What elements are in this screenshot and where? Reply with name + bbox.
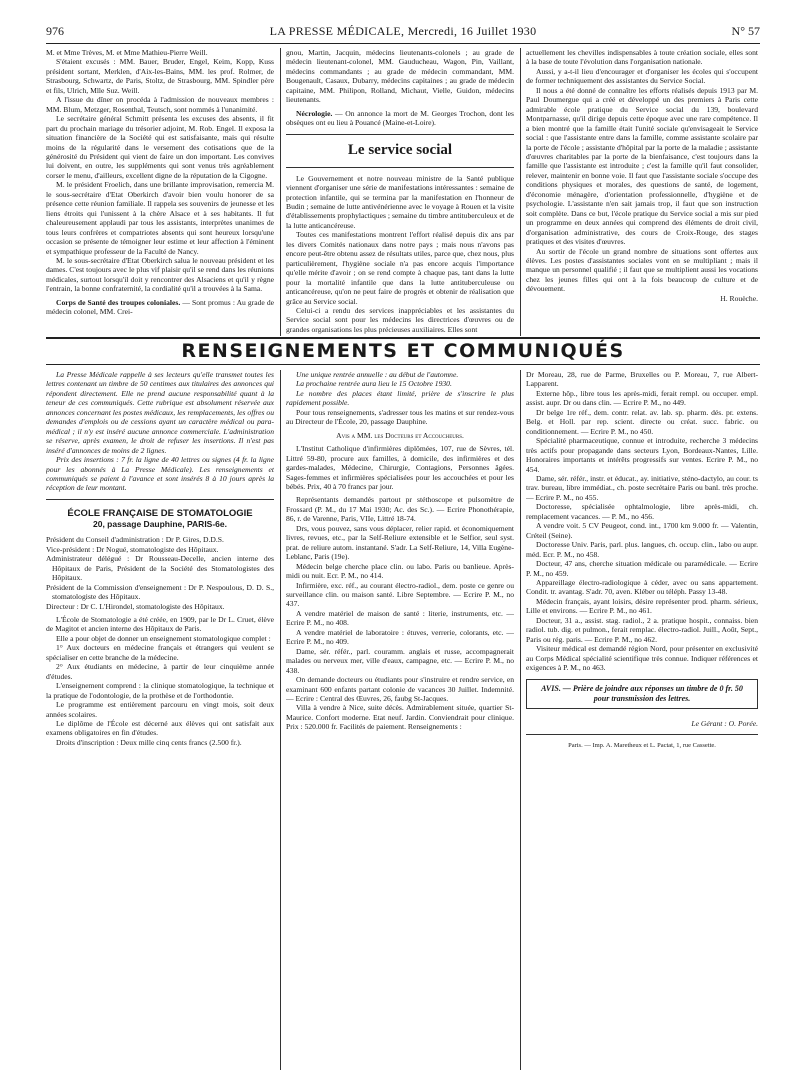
column-1 (46, 48, 274, 336)
avis-box: AVIS. — Prière de joindre aux réponses un timbre de 0 fr. 50 pour transmission des lettres. (526, 679, 758, 709)
paragraph: M. et Mme Trèves, M. et Mme Mathieu-Pierre Weill. (46, 48, 208, 57)
classified-ad: Doctoresse, spécialisée ophtalmologie, libre après-midi, ch. remplacement vacances. — P. M., no 456. (526, 502, 758, 521)
paragraph: Le diplôme de l'École est décerné aux élèves qui ont satisfait aux examens obligatoires en fin d'études. (46, 718, 274, 738)
paragraph: 2° Aux étudiants en médecine, à partir de leur cinquième année d'études. (46, 662, 274, 681)
classified-ad: Docteur, 31 a., assist. stag. radiol., 2 a. pratique hospit., connaiss. bien radiol. tub. dig. et pulmon., ferait remplac. électro-radiol. Juill., Août, Sept., Paris ou rég. paris. — Ecrire P. M., no 462. (526, 615, 758, 644)
classified-ad: Dame, sér. référ., instr. et éducat., ay. initiative, sténo-dactylo, au cour. ts trav. bureau, libre immédiat., ch. poste secrétaire Paris ou banl. très proche. — Ecrire P. M., no 455. (526, 473, 758, 502)
classified-ad: Médecin belge cherche place clin. ou labo. Paris ou banlieue. Après-midi ou nuit. Ecr. P. M., no 414. (286, 561, 514, 581)
paragraph: Droits d'inscription : Deux mille cinq cents francs (2.500 fr.). (56, 737, 242, 747)
paragraph: — On annonce la mort de M. Georges Trochon, dont les obsèques ont eu lieu à Pouancé (Maine-et-Loire). (286, 108, 514, 128)
notice-prices: Prix des insertions : 7 fr. la ligne de 40 lettres ou signes (4 fr. la ligne pour les abonnés à La Presse Médicale). Les renseignements et communiqués se paient à l'avance et sont insérés 8 à 10 jours après la réception de leur montant. (46, 455, 274, 493)
paragraph: L'École de Stomatologie a été créée, en 1909, par le Dr L. Cruet, élève de Magitot et ancien interne des Hôpitaux de Paris. (46, 614, 274, 634)
classified-ad: Villa à vendre à Nice, suite décès. Admirablement située, quartier St-Maurice. Confort moderne. Etat neuf. Jardin. Conviendrait pour clinique. Prix : 520.000 fr. Facilités de paiement. Renseignements : (286, 703, 514, 732)
classified-ad: A vendre voit. 5 CV Peugeot, cond. int., 1700 km 9.000 fr. — Valentin, Créteil (Seine). (526, 521, 758, 540)
ecole-address: 20, passage Dauphine, PARIS-6e. (93, 518, 227, 529)
section-divider (46, 337, 760, 339)
paragraph: Celui-ci a rendu des services inappréciables et les assistantes du Service social sont pour les médecins les directrices d'œuvres ou de grandes organisations les plus précieuses auxiliaires. Elles sont (286, 305, 514, 334)
paragraph: — Sont promus : Au grade de médecin colonel, MM. Crei- (46, 297, 274, 317)
paragraph: M. le président Froelich, dans une brillante improvisation, remercia M. le sous-secrétaire d'Etat Oberkirch d'avoir bien voulu honorer de sa présence cette réunion familiale. Il rappela ses souvenirs de jeunesse et les liens étroits qui l'unissent à la chère Alsace et à ses habitants. Il fut chaleureusement applaudi par tous les assistants, interprètes unanimes de tous leurs confrères et compatriotes absents qui sont heureux lorsqu'une occasion se présente de témoigner leur estime et leur affection à l'éminent et sympathique professeur de la Faculté de Nancy. (46, 180, 274, 256)
section-rule (46, 499, 274, 500)
bottom-column-1 (46, 370, 274, 1070)
column-divider (280, 48, 281, 336)
paragraph: S'étaient excusés : MM. Bauer, Bruder, Engel, Keim, Kopp, Kuss président sortant, Merklen, d'Aix-les-Bains, MM. les prof. Rolmer, de Strasbourg, Schwartz, de Paris, Stoltz, de Strasbourg, MM. Spindler père et fils, Ulrich, Mlle Suz. Weill. (46, 57, 274, 95)
page-header (46, 24, 760, 40)
section-heading: Nécrologie. (296, 108, 333, 118)
paragraph: Il nous a été donné de connaître les efforts réalisés depuis 1913 par M. Paul Doumergue qui a créé et développé un des premiers à Paris cette admirable école pratique du Service social du 139, boulevard Montparnasse, qu'il dirige depuis cette époque avec une rare compétence. Il a bien montré que la famille était l'unité sociale qu'envisageait le Service social : que l'assistante entre dans la famille, comme assistante scolaire par la porte de l'école ; assistante d'hôpital par la porte de la maladie ; assistante d'œuvres charitables par la porte de la bienfaisance, c'est toujours dans la famille que l'assistante est introduite ; c'est la famille qu'il faut consolider, relever, maintenir en bonne voie. Il faut que l'assistante sociale s'occupe des conditions physiques et morales, des questions de santé, de logement, d'économie ménagère, d'orientation professionnelle, d'hygiène et de psychologie. L'assistante n'en sait jamais trop, il faut que son instruction soit complète. Dans ce but, l'école pratique du Service social a mis sur pied un programme en deux années qui comprend des éléments de droit civil, d'organisation administrative, des cours de Croix-Rouge, des stages pratiques et des visites d'œuvres. (526, 85, 758, 247)
section-rule (286, 134, 514, 135)
footer-rule (526, 734, 758, 735)
journal-title: LA PRESSE MÉDICALE, Mercredi, 16 Juillet 1930 (269, 24, 537, 38)
classified-ad: Dame, sér. référ., parl. couramm. anglais et russe, accompagnerait malades ou nerveux mer, ville d'eaux, campagne, etc. — Ecrire P. M., no 438. (286, 646, 514, 675)
classified-ad: Infirmière, exc. réf., au courant électro-radiol., dem. poste ce genre ou surveillance clin. ou maison santé. Libre Septembre. — Ecrire P. M., no 437. (286, 580, 514, 609)
printer-imprint: Paris. — Imp. A. Maretheux et L. Pactat, 1, rue Cassette. (568, 741, 716, 749)
column-3 (526, 48, 758, 336)
classified-ad: Dr belge 1re réf., dem. contr. relat. av. lab. sp. pharm. dés. pr. extens. Belg. et Holl. par rep. scient. directe ou créat. succ. fabric. ou conditionnement. — Ecrire P. M., no 450. (526, 407, 758, 436)
paragraph: Aussi, y a-t-il lieu d'encourager et d'organiser les écoles qui s'occupent de former techniquement des assistantes du Service Social. (526, 66, 758, 86)
bottom-column-2 (286, 370, 514, 1070)
classified-ad: On demande docteurs ou étudiants pour s'instruire et rendre service, en examinant 600 enfants partant colonie de vacances 30 Juillet. Indemnité. — Ecrire : Central des Œuvres, 26, faubg St-Jacques. (286, 675, 514, 703)
section-rule (286, 167, 514, 168)
classified-ad: Appareillage électro-radiologique à céder, avec ou sans appartement. Condit. tr. avantag. S'adr. 70, aven. Kléber ou téléph. Passy 13-48. (526, 577, 758, 597)
board-member: Président de la Commission d'enseignement : Dr P. Nespoulous, D. D. S., stomatologiste des Hôpitaux. (46, 582, 274, 602)
classified-ad: Visiteur médical est demandé région Nord, pour présenter en exclusivité au Corps Médical spécialité scientifique très connue. Indiquer références et exigences à P. M., no 463. (526, 644, 758, 673)
paragraph: Au sortir de l'école un grand nombre de situations sont offertes aux élèves. Les postes d'assistantes sociales vont en se multipliant ; mais il manque un personnel qualifié ; il faut que se multiplient aussi les vocations chez les jeunes filles qui ont à la fois beaucoup de culture et de dévouement. (526, 246, 758, 294)
board-member: Administrateur délégué : Dr Rousseau-Decelle, ancien interne des Hôpitaux de Paris, Président de la Société des Stomatologistes des Hôpitaux. (46, 554, 274, 583)
column-divider (520, 370, 521, 1070)
paragraph: Le secrétaire général Schmitt présenta les excuses des absents, il fit part du prochain mariage du trésorier adjoint, M. Rob. Engel. Il exposa la situation financière de la Société qui est satisfaisante, mais qui résulte moins de la régularité dans le versement des cotisations que de la générosité du Président qui vient de faire un don important. Les convives lui doivent, en outre, les suppléments qui sont venus très agréablement corser le menu, d'ailleurs, excellent digne de la réputation de la Cigogne. (46, 114, 274, 180)
ecole-title: ÉCOLE FRANÇAISE DE STOMATOLOGIE (67, 507, 253, 519)
paragraph: L'enseignement comprend : la clinique stomatologique, la technique et la pratique de l'odontologie, de la prothèse et de l'orthodontie. (46, 681, 274, 700)
paragraph: Pour tous renseignements, s'adresser tous les matins et sur rendez-vous au Directeur de l'École, 20, passage Dauphine. (286, 407, 514, 427)
issue-number: N° 57 (731, 24, 760, 38)
column-divider (280, 370, 281, 1070)
classified-ad: Drs, vous pouvez, sans vous déplacer, relier rapid. et économiquement livres, revues, etc., par la Self-Reliure extensible et le Selfior, seul syst. prat. de reliure autom. instantané. S'adr. La Self-Reliure, 14, Villa Eugène-Leblanc, Paris (19e). (286, 523, 514, 562)
header-rule (46, 43, 760, 44)
paragraph: M. le sous-secrétaire d'Etat Oberkirch salua le nouveau président et les dames. C'est toujours avec le plus vif plaisir qu'il se rend dans les réunions médicales, surtout lorsqu'il doit y rencontrer des Alsaciens et qu'il y règne l'entrain, la bonne confraternité, la cordialité qu'il a trouvées à la Sama. (46, 255, 274, 294)
paragraph: Toutes ces manifestations montrent l'effort réalisé depuis dix ans par les divers Comités nationaux dans notre pays ; mais nous n'avons pas encore peut-être obtenu assez de résultats utiles, parce que, chez nous, plus particulièrement, l'hygiène sociale n'a pas encore acquis l'importance qu'elle mérite d'avoir ; on se rend compte à chaque pas, tant dans la lutte pour la mortalité infantile que dans la lutte antituberculeuse ou anticancéreuse, qu'on ne peut faire de progrès et obtenir de réalisation que grâce au Service social. (286, 230, 514, 306)
paragraph: Une unique rentrée annuelle : au début de l'automne. (296, 370, 459, 379)
section-divider (46, 364, 760, 365)
gerant-signature: Le Gérant : O. Porée. (691, 718, 758, 728)
paragraph: Elle a pour objet de donner un enseignement stomatologique complet : (56, 633, 271, 643)
classified-ad: A vendre matériel de laboratoire : étuves, verrerie, colorants, etc. — Ecrire P. M., no 409. (286, 627, 514, 647)
paragraph: Le Gouvernement et notre nouveau ministre de la Santé publique viennent d'organiser une série de manifestations intéressantes : semaine de protection infantile, qui se termina par la manifestation en l'honneur de Budin ; semaine de lutte antivénérienne avec le voyage à Rouen et la visite d'établissements prophylactiques ; semaine du timbre antituberculeux et de la lutte anticancéreuse. (286, 173, 514, 230)
column-divider (520, 48, 521, 336)
classified-ad: Spécialité pharmaceutique, connue et introduite, recherche 3 médecins très actifs pour propagande dans secteurs Lyon, Bordeaux-Nantes, Lille. Honoraires importants et intérêts progressifs sur ventes. Ecrire P. M., no 454. (526, 436, 758, 474)
board-member: Président du Conseil d'administration : Dr P. Gires, D.D.S. (46, 535, 224, 545)
page-number: 976 (46, 24, 64, 38)
paragraph: Le programme est entièrement parcouru en vingt mois, soit deux années scolaires. (46, 700, 274, 719)
board-member: Directeur : Dr C. L'Hirondel, stomatologiste des Hôpitaux. (46, 601, 225, 611)
column-2 (286, 48, 514, 336)
paragraph: La prochaine rentrée aura lieu le 15 Octobre 1930. (296, 379, 452, 389)
paragraph: Le nombre des places étant limité, prière de s'inscrire le plus rapidement possible. (286, 388, 514, 408)
bottom-column-3 (526, 370, 758, 1070)
classified-ad: Doctoresse Univ. Paris, parl. plus. langues, ch. occup. clin., labo ou aupr. méd. Ecr. P. M., no 458. (526, 540, 758, 559)
avis-heading: Avis a MM. les Docteurs et Accoucheurs. (336, 430, 464, 440)
signature: H. Rouèche. (720, 293, 758, 303)
section-heading: Corps de Santé des troupes coloniales. (56, 297, 181, 307)
board-member: Vice-président : Dr Nogué, stomatologiste des Hôpitaux. (46, 544, 219, 554)
paragraph: 1° Aux docteurs en médecine français et étrangers qui veulent se spécialiser en cette branche de la médecine. (46, 643, 274, 662)
paragraph: actuellement les chevilles indispensables à toute création sociale, elles sont à la base de toute l'évolution dans l'organisation nationale. (526, 48, 758, 67)
classified-ad: A vendre matériel de maison de santé : literie, instruments, etc. — Ecrire P. M., no 408. (286, 608, 514, 628)
renseignements-heading: RENSEIGNEMENTS ET COMMUNIQUÉS (181, 340, 625, 362)
notice-intro: La Presse Médicale rappelle à ses lecteurs qu'elle transmet toutes les lettres contenant un timbre de 50 centimes aux titulaires des annonces qui répondent directement. Elle ne prend aucune responsabilité quant à la teneur de ces communiqués. Cette rubrique est absolument réservée aux annonces concernant les postes médicaux, les remplacements, les offres ou demandes d'emplois ou de cessions ayant un caractère médical ou para-médical ; il n'y est inséré aucune annonce commerciale. L'administration se réserve, après examen, le droit de refuser les insertions. Il n'est pas inséré d'annonces de moins de 2 lignes. (46, 370, 274, 455)
classified-ad: Dr Moreau, 28, rue de Parme, Bruxelles ou P. Moreau, 7, rue Albert-Lapparent. (526, 370, 758, 389)
classified-ad: Docteur, 47 ans, cherche situation médicale ou paramédicale. — Ecrire P. M., no 459. (526, 559, 758, 578)
paragraph: A l'issue du dîner on procéda à l'admission de nouveaux membres : MM. Blum, Metzger, Rosenthal, Teutsch, sont nommés à l'unanimité. (46, 95, 274, 114)
classified-ad: Représentants demandés partout pr stéthoscope et pulsomètre de Frossard (P. M., du 17 Mai 1930; Ac. des Sc.). — Ecrire Phonothérapie, 86, r. de Varenne, Paris, VIIe, Littré 18-74. (286, 495, 514, 524)
classified-ad: Médecin français, ayant loisirs, désire représenter prod. pharm. sérieux, Lille et environs. — Ecrire P. M., no 461. (526, 596, 758, 616)
classified-ad: L'Institut Catholique d'infirmières diplômées, 107, rue de Sèvres, tél. Littré 59-80, procure aux familles, à domicile, des infirmières et des gardes-malades, Médecine, Chirurgie, Contagions, Personnes âgées. Sages-femmes et infirmières spécialisées pour les accouchées et pour les bébés. Prix, 40 à 70 francs par jour. (286, 444, 514, 491)
article-title: Le service social (347, 141, 453, 158)
paragraph: gnou, Martin, Jacquin, médecins lieutenants-colonels ; au grade de médecin lieutenant-colonel, MM. Gauducheau, Wagon, Pin, Vaillant, médecins commandants ; au grade de médecin commandant, MM. Bougenault, Casaux, Dubarry, médecins capitaines ; au grade de médecin capitaine, MM. Philipon, Rolland, Michaut, Vielle, Guidon, médecins lieutenants. (286, 48, 514, 105)
classified-ad: Externe hôp., libre tous les après-midi, ferait rempl. ou occuper. empl. assist. aupr. Dr ou dans clin. — Ecrire P. M., no 449. (526, 388, 758, 408)
